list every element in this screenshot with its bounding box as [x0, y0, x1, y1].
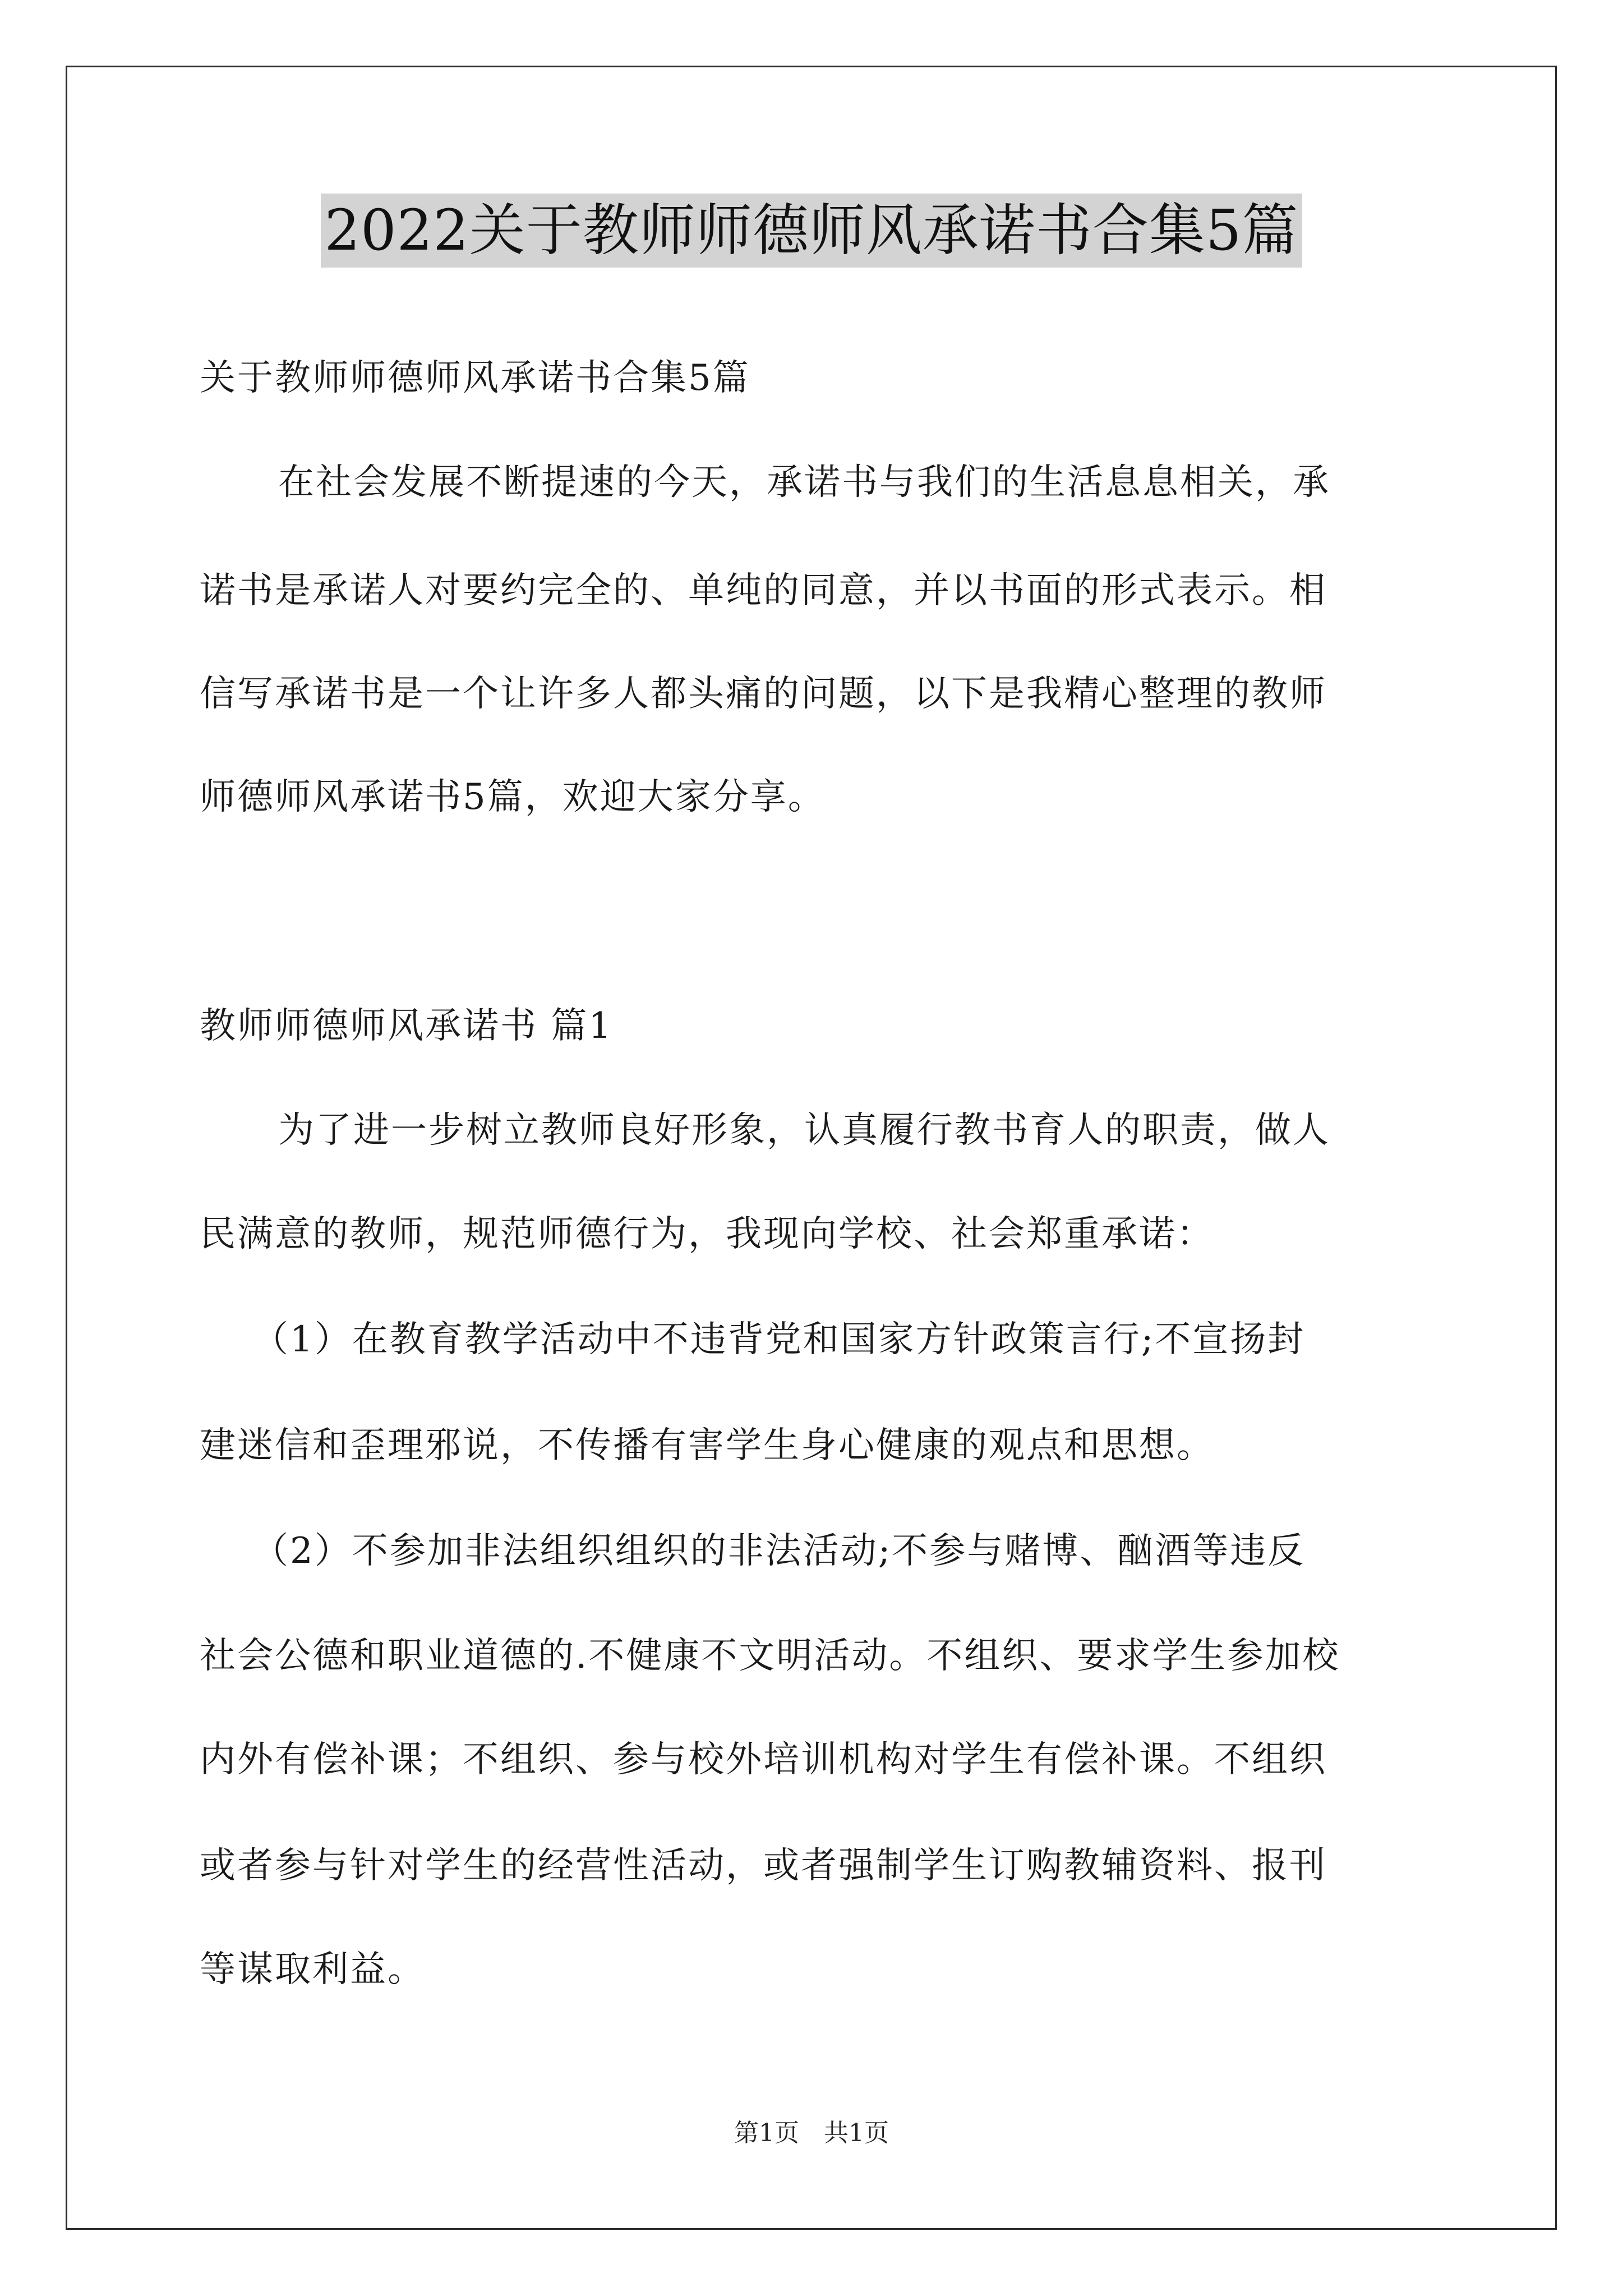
body-line-2: 民满意的教师，规范师德行为，我现向学校、社会郑重承诺： — [200, 1213, 1214, 1255]
intro-line-4: 师德师风承诺书5篇，欢迎大家分享。 — [200, 776, 826, 818]
body-line-7: 内外有偿补课；不组织、参与校外培训机构对学生有偿补课。不组织 — [200, 1739, 1327, 1780]
body-line-3: （1）在教育教学活动中不违背党和国家方针政策言行;不宣扬封 — [252, 1319, 1306, 1360]
intro-line-2: 诺书是承诺人对要约完全的、单纯的同意，并以书面的形式表示。相 — [200, 570, 1327, 611]
section-heading: 教师师德师风承诺书 篇1 — [200, 1005, 614, 1047]
intro-line-1: 在社会发展不断提速的今天，承诺书与我们的生活息息相关，承 — [278, 462, 1330, 503]
body-line-1: 为了进一步树立教师良好形象，认真履行教书育人的职责，做人 — [278, 1110, 1330, 1151]
body-line-6: 社会公德和职业道德的.不健康不文明活动。不组织、要求学生参加校 — [200, 1635, 1340, 1677]
document-subtitle: 关于教师师德师风承诺书合集5篇 — [200, 357, 750, 399]
title-wrap — [0, 194, 1623, 268]
body-line-8: 或者参与针对学生的经营性活动，或者强制学生订购教辅资料、报刊 — [200, 1845, 1327, 1887]
page-footer: 第1页 共1页 — [734, 2119, 889, 2147]
document-title: 2022关于教师师德师风承诺书合集5篇 — [321, 194, 1302, 268]
body-line-4: 建迷信和歪理邪说，不传播有害学生身心健康的观点和思想。 — [200, 1425, 1214, 1466]
body-line-9: 等谋取利益。 — [200, 1949, 425, 1990]
body-line-5: （2）不参加非法组织组织的非法活动;不参与赌博、酗酒等违反 — [252, 1530, 1306, 1572]
intro-line-3: 信写承诺书是一个让许多人都头痛的问题，以下是我精心整理的教师 — [200, 673, 1327, 715]
